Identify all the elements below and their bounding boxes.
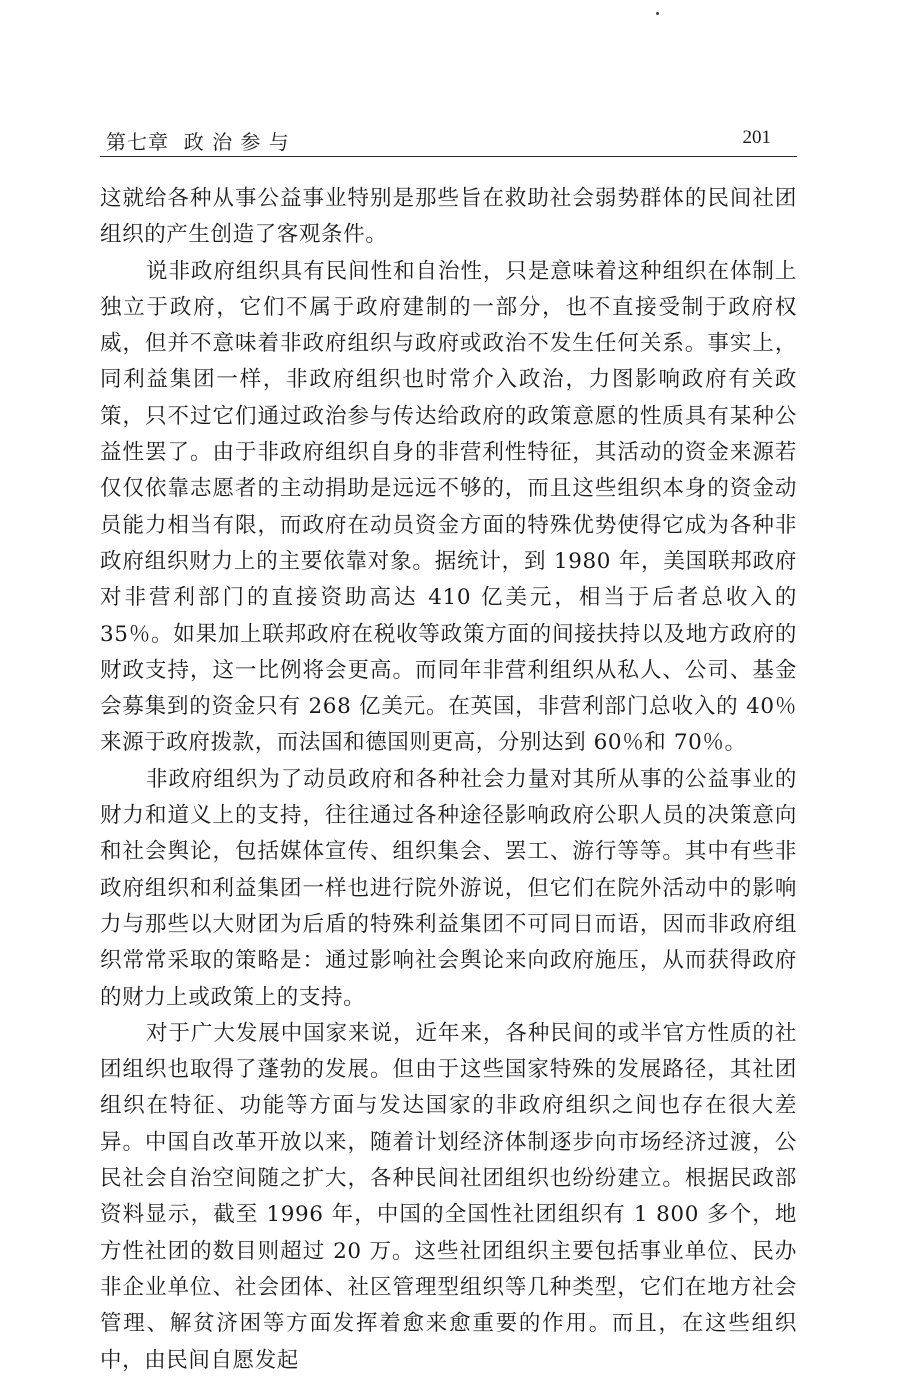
paragraph-continued: 这就给各种从事公益事业特别是那些旨在救助社会弱势群体的民间社团组织的产生创造了客观条件。 (100, 186, 797, 248)
paragraph: 非政府组织为了动员政府和各种社会力量对其所从事的公益事业的财力和道义上的支持，往往通过各种途径影响政府公职人员的决策意向和社会舆论，包括媒体宣传、组织集会、罢工、游行等等。其中有些非政府组织和利益集团一样也进行院外游说，但它们在院外活动中的影响力与那些以大财团为后盾的特殊利益集团不可同日而语，因而非政府组织常常采取的策略是：通过影响社会舆论来向政府施压，从而获得政府的财力上或政策上的支持。 (100, 766, 797, 1010)
running-header (100, 122, 797, 157)
paragraph: 对于广大发展中国家来说，近年来，各种民间的或半官方性质的社团组织也取得了蓬勃的发展。但由于这些国家特殊的发展路径，其社团组织在特征、功能等方面与发达国家的非政府组织之间也存在很大差异。中国自改革开放以来，随着计划经济体制逐步向市场经济过渡，公民社会自治空间随之扩大，各种民间社团组织也纷纷建立。根据民政部资料显示，截至 1996 年，中国的全国性社团组织有 1 800 多个，地方性社团的数目则超过 20 万。这些社团组织主要包括事业单位、民办非企业单位、社会团体、社区管理型组织等几种类型，它们在地方社会管理、解贫济困等方面发挥着愈来愈重要的作用。而且，在这些组织中，由民间自愿发起 (100, 1020, 797, 1373)
body-text (100, 181, 797, 1379)
page-number: 201 (742, 127, 771, 148)
paragraph: 说非政府组织具有民间性和自治性，只是意味着这种组织在体制上独立于政府，它们不属于政府建制的一部分，也不直接受制于政府权威，但并不意味着非政府组织与政府或政治不发生任何关系。事实上，同利益集团一样，非政府组织也时常介入政治，力图影响政府有关政策，只不过它们通过政治参与传达给政府的政策意愿的性质具有某种公益性罢了。由于非政府组织自身的非营利性特征，其活动的资金来源若仅仅依靠志愿者的主动捐助是远远不够的，而且这些组织本身的资金动员能力相当有限，而政府在动员资金方面的特殊优势使得它成为各种非政府组织财力上的主要依靠对象。据统计，到 1980 年，美国联邦政府对非营利部门的直接资助高达 410 亿美元，相当于后者总收入的 35％。如果加上联邦政府在税收等政策方面的间接扶持以及地方政府的财政支持，这一比例将会更高。而同年非营利组织从私人、公司、基金会募集到的资金只有 268 亿美元。在英国，非营利部门总收入的 40％来源于政府拨款，而法国和德国则更高，分别达到 60％和 70％。 (100, 258, 797, 756)
chapter-title: 第七章 政 治 参 与 (106, 130, 290, 154)
scan-speck (656, 12, 659, 15)
